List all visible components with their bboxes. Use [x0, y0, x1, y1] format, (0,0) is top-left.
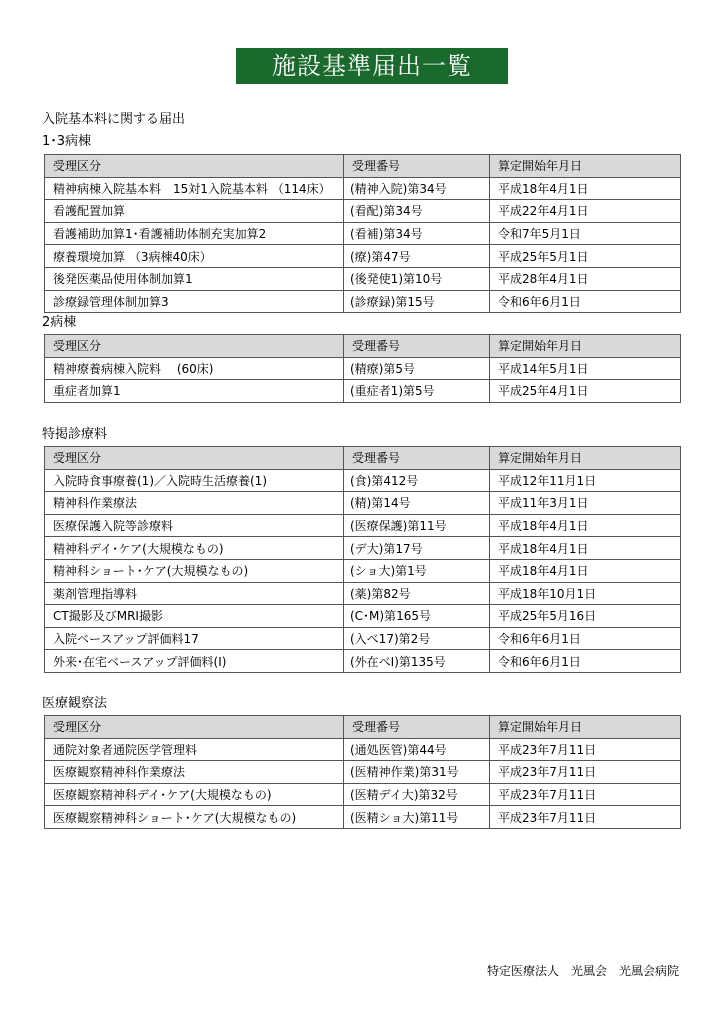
cell-number: (外在べⅠ)第135号	[344, 650, 490, 673]
cell-number: (食)第412号	[344, 469, 490, 492]
cell-category: 精神病棟入院基本料 15対1入院基本料 （114床）	[45, 177, 344, 200]
group-heading-ward-1-3: 1･3病棟	[42, 134, 92, 149]
table-row	[45, 761, 681, 784]
cell-number: (通処医管)第44号	[344, 738, 490, 761]
group-heading-ward-2: 2病棟	[42, 315, 77, 330]
cell-start-date: 令和6年6月1日	[490, 290, 681, 313]
table-header-row	[45, 716, 681, 739]
section-heading-medical-observation: 医療観察法	[42, 696, 108, 711]
hospital-name: 特定医療法人 光風会 光風会病院	[486, 964, 679, 978]
table-header-row	[45, 447, 681, 470]
cell-number: (薬)第82号	[344, 582, 490, 605]
cell-start-date: 平成18年4月1日	[490, 177, 681, 200]
cell-category: 精神科作業療法	[45, 492, 344, 515]
cell-category: 通院対象者通院医学管理料	[45, 738, 344, 761]
header-start-date: 算定開始年月日	[490, 447, 681, 470]
cell-start-date: 平成25年5月16日	[490, 605, 681, 628]
header-number: 受理番号	[344, 155, 490, 178]
cell-start-date: 令和6年6月1日	[490, 650, 681, 673]
cell-start-date: 平成18年4月1日	[490, 514, 681, 537]
cell-start-date: 平成18年10月1日	[490, 582, 681, 605]
cell-number: (医精ショ大)第11号	[344, 806, 490, 829]
table-row	[45, 582, 681, 605]
cell-start-date: 令和7年5月1日	[490, 222, 681, 245]
cell-start-date: 平成25年5月1日	[490, 245, 681, 268]
cell-start-date: 平成18年4月1日	[490, 559, 681, 582]
table-special-fees	[44, 446, 681, 673]
cell-start-date: 令和6年6月1日	[490, 627, 681, 650]
table-header-row	[45, 335, 681, 358]
cell-start-date: 平成28年4月1日	[490, 267, 681, 290]
cell-category: 精神科ショート･ケア(大規模なもの)	[45, 559, 344, 582]
cell-start-date: 平成12年11月1日	[490, 469, 681, 492]
table-medical-observation	[44, 715, 681, 829]
cell-start-date: 平成14年5月1日	[490, 357, 681, 380]
table-row	[45, 806, 681, 829]
cell-start-date: 平成23年7月11日	[490, 761, 681, 784]
table-row	[45, 177, 681, 200]
header-start-date: 算定開始年月日	[490, 335, 681, 358]
table-row	[45, 738, 681, 761]
table-ward-1-3	[44, 154, 681, 313]
cell-category: 精神科デイ･ケア(大規模なもの)	[45, 537, 344, 560]
table-row	[45, 537, 681, 560]
table-row	[45, 492, 681, 515]
cell-category: 看護補助加算1･看護補助体制充実加算2	[45, 222, 344, 245]
table-row	[45, 357, 681, 380]
cell-number: (重症者1)第5号	[344, 380, 490, 403]
cell-number: (入べ17)第2号	[344, 627, 490, 650]
cell-category: 診療録管理体制加算3	[45, 290, 344, 313]
cell-start-date: 平成22年4月1日	[490, 200, 681, 223]
header-category: 受理区分	[45, 155, 344, 178]
header-number: 受理番号	[344, 716, 490, 739]
cell-start-date: 平成18年4月1日	[490, 537, 681, 560]
cell-category: 外来･在宅ベースアップ評価料(Ⅰ)	[45, 650, 344, 673]
cell-number: (ショ大)第1号	[344, 559, 490, 582]
table-row	[45, 783, 681, 806]
table-row	[45, 627, 681, 650]
header-category: 受理区分	[45, 447, 344, 470]
cell-category: 重症者加算1	[45, 380, 344, 403]
cell-category: CT撮影及びMRI撮影	[45, 605, 344, 628]
table-row	[45, 650, 681, 673]
cell-number: (精神入院)第34号	[344, 177, 490, 200]
cell-category: 入院ベースアップ評価料17	[45, 627, 344, 650]
cell-number: (後発使1)第10号	[344, 267, 490, 290]
cell-start-date: 平成25年4月1日	[490, 380, 681, 403]
cell-category: 薬剤管理指導料	[45, 582, 344, 605]
cell-number: (看補)第34号	[344, 222, 490, 245]
header-start-date: 算定開始年月日	[490, 716, 681, 739]
table-row	[45, 605, 681, 628]
table-row	[45, 290, 681, 313]
cell-number: (医療保護)第11号	[344, 514, 490, 537]
page-title: 施設基準届出一覧	[236, 48, 508, 84]
header-start-date: 算定開始年月日	[490, 155, 681, 178]
header-category: 受理区分	[45, 335, 344, 358]
table-header-row	[45, 155, 681, 178]
cell-number: (診療録)第15号	[344, 290, 490, 313]
cell-start-date: 平成23年7月11日	[490, 783, 681, 806]
cell-number: (C･M)第165号	[344, 605, 490, 628]
cell-category: 医療保護入院等診療料	[45, 514, 344, 537]
cell-category: 後発医薬品使用体制加算1	[45, 267, 344, 290]
header-number: 受理番号	[344, 335, 490, 358]
cell-start-date: 平成23年7月11日	[490, 738, 681, 761]
cell-number: (デ大)第17号	[344, 537, 490, 560]
cell-start-date: 平成11年3月1日	[490, 492, 681, 515]
cell-category: 医療観察精神科作業療法	[45, 761, 344, 784]
cell-category: 精神療養病棟入院料 (60床)	[45, 357, 344, 380]
cell-number: (医精神作業)第31号	[344, 761, 490, 784]
section-heading-special-fees: 特掲診療料	[42, 427, 108, 442]
table-row	[45, 267, 681, 290]
table-row	[45, 559, 681, 582]
header-number: 受理番号	[344, 447, 490, 470]
table-row	[45, 222, 681, 245]
cell-category: 医療観察精神科ショート･ケア(大規模なもの)	[45, 806, 344, 829]
cell-number: (看配)第34号	[344, 200, 490, 223]
table-row	[45, 200, 681, 223]
cell-number: (療)第47号	[344, 245, 490, 268]
header-category: 受理区分	[45, 716, 344, 739]
cell-category: 療養環境加算 （3病棟40床）	[45, 245, 344, 268]
cell-category: 看護配置加算	[45, 200, 344, 223]
cell-category: 医療観察精神科デイ･ケア(大規模なもの)	[45, 783, 344, 806]
table-ward-2	[44, 334, 681, 403]
table-row	[45, 514, 681, 537]
table-row	[45, 380, 681, 403]
cell-category: 入院時食事療養(1)／入院時生活療養(1)	[45, 469, 344, 492]
section-heading-admission: 入院基本料に関する届出	[42, 112, 186, 127]
cell-number: (精)第14号	[344, 492, 490, 515]
table-row	[45, 469, 681, 492]
cell-number: (精療)第5号	[344, 357, 490, 380]
table-row	[45, 245, 681, 268]
cell-number: (医精デイ大)第32号	[344, 783, 490, 806]
cell-start-date: 平成23年7月11日	[490, 806, 681, 829]
